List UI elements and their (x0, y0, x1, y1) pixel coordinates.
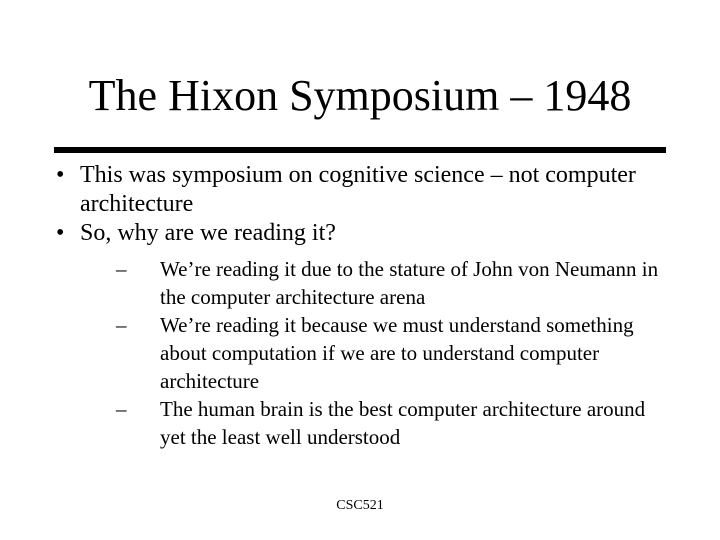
bullet-item (56, 161, 676, 219)
sub-bullet-list (56, 255, 676, 451)
bullet-item (56, 219, 676, 248)
dash-icon: – (116, 313, 127, 337)
sub-bullet-item (56, 255, 660, 311)
sub-bullet-item (56, 311, 660, 395)
sub-bullet-item (56, 395, 660, 451)
bullet-text: This was symposium on cognitive science – not computer architecture (80, 162, 636, 217)
bullet-dot-icon: • (56, 220, 65, 246)
bullet-list (56, 161, 676, 451)
slide-footer: CSC521 (336, 498, 384, 513)
bullet-dot-icon: • (56, 162, 65, 188)
sub-bullet-text: We’re reading it because we must understand something about computation if we are to understand computer architecture (160, 313, 634, 393)
bullet-text: So, why are we reading it? (80, 220, 336, 246)
sub-bullet-text: The human brain is the best computer architecture around yet the least well understood (160, 397, 646, 449)
dash-icon: – (116, 397, 127, 421)
slide-title: The Hixon Symposium – 1948 (88, 71, 632, 120)
sub-bullet-text: We’re reading it due to the stature of John von Neumann in the computer architecture arena (160, 257, 659, 309)
title-divider (54, 147, 666, 153)
dash-icon: – (116, 257, 127, 281)
